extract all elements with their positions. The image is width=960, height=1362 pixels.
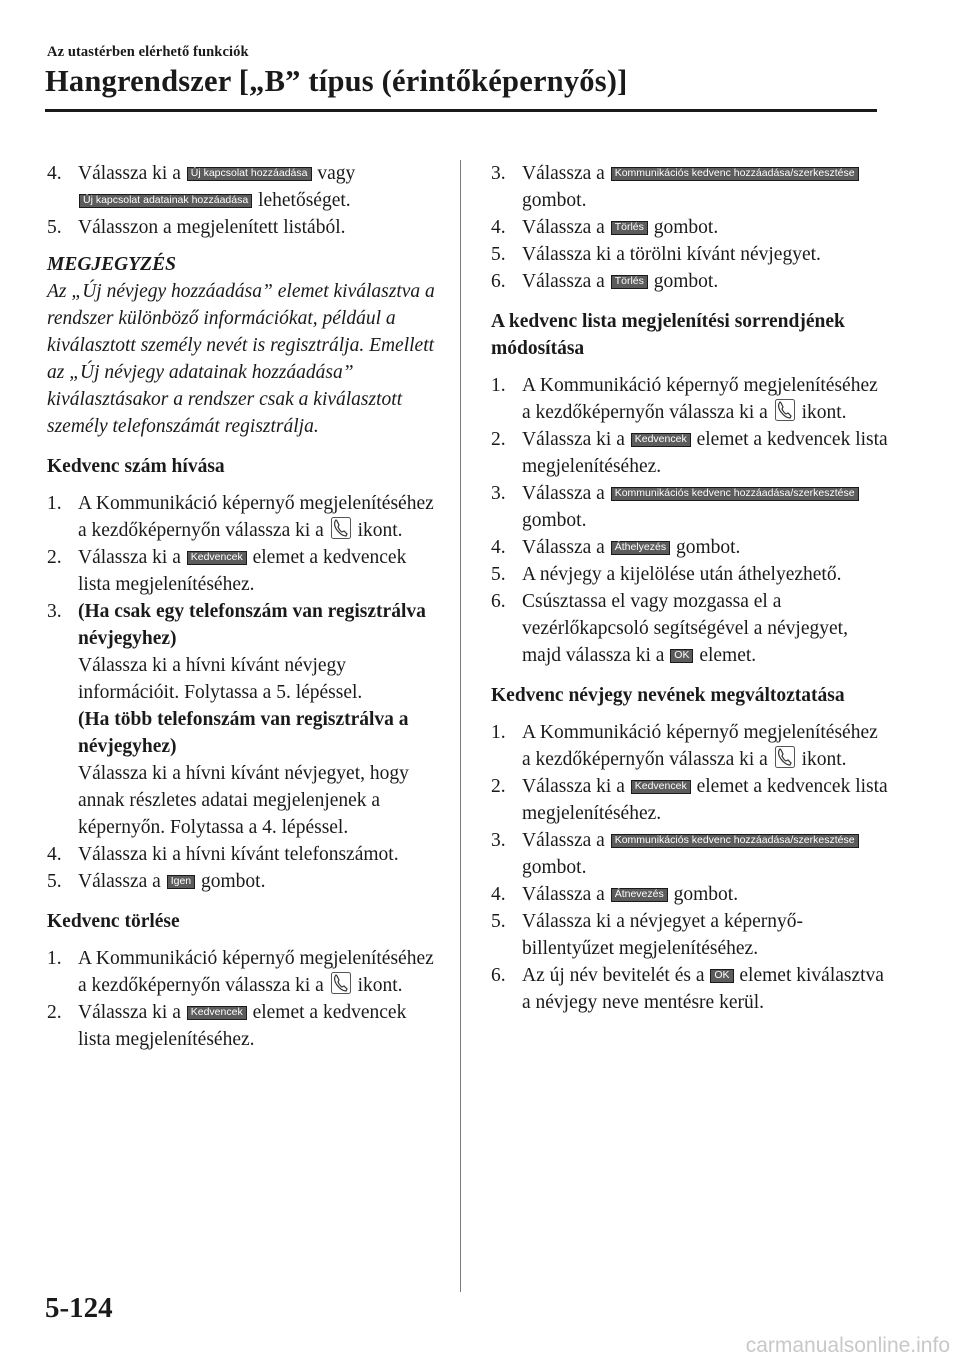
- rename-step-2: 2. Válassza ki a Kedvencek elemet a kedvencek lista megjelenítéséhez.: [491, 776, 888, 824]
- add-edit-favorite-button: Kommunikációs kedvenc hozzáadása/szerkesztése: [611, 167, 859, 181]
- heading-call-favorite: Kedvenc szám hívása: [47, 456, 225, 477]
- delete-step-4: 4. Válassza a Törlés gombot.: [491, 217, 719, 238]
- phone-handset-icon: [775, 746, 795, 768]
- step-5-select-from-list: 5. Válasszon a megjelenített listából.: [47, 217, 346, 238]
- note-text: Az „Új névjegy hozzáadása” elemet kiválasztva a rendszer különböző információkat, például a kiválasztott személy nevét is regisztrálja. Emellett az „Új névjegy adatainak hozzáadása” kiválasztásakor a rendszer csak a kiválasztott személy telefonszámát regisztrálja.: [47, 281, 435, 437]
- new-contact-data-button: Új kapcsolat adatainak hozzáadása: [79, 194, 252, 208]
- heading-change-order: A kedvenc lista megjelenítési sorrendjének módosítása: [491, 311, 845, 359]
- call-step-2: 2. Válassza ki a Kedvencek elemet a kedvencek lista megjelenítéséhez.: [47, 547, 407, 595]
- delete-button: Törlés: [611, 275, 648, 289]
- section-label: Az utastérben elérhető funkciók: [47, 44, 249, 60]
- favorites-button: Kedvencek: [631, 780, 691, 794]
- phone-handset-icon: [331, 517, 351, 539]
- call-step-4: 4. Válassza ki a hívni kívánt telefonszámot.: [47, 844, 399, 865]
- column-divider: [460, 160, 461, 1292]
- ok-button: OK: [670, 649, 693, 663]
- rename-step-1: 1. A Kommunikáció képernyő megjelenítéséhez a kezdőképernyőn válassza ki a ikont.: [491, 722, 878, 770]
- order-step-6: 6. Csúsztassa el vagy mozgassa el a vezérlőkapcsoló segítségével a névjegyet, majd válassza ki a OK elemet.: [491, 591, 848, 666]
- call-step-1: 1. A Kommunikáció képernyő megjelenítéséhez a kezdőképernyőn válassza ki a ikont.: [47, 493, 434, 541]
- step-4-select-new-contact: 4. Válassza ki a Új kapcsolat hozzáadása vagy Új kapcsolat adatainak hozzáadása lehetőséget.: [47, 163, 356, 211]
- left-column: [47, 160, 437, 1053]
- page-number: 5-124: [45, 1292, 113, 1324]
- rename-step-6: 6. Az új név bevitelét és a OK elemet kiválasztva a névjegy neve mentésre kerül.: [491, 965, 884, 1013]
- heading-delete-favorite: Kedvenc törlése: [47, 911, 180, 932]
- rename-step-3: 3. Válassza a Kommunikációs kedvenc hozzáadása/szerkesztése gombot.: [491, 827, 891, 881]
- delete-button: Törlés: [611, 221, 648, 235]
- favorites-button: Kedvencek: [187, 551, 247, 565]
- add-edit-favorite-button: Kommunikációs kedvenc hozzáadása/szerkesztése: [611, 834, 859, 848]
- new-contact-button: Új kapcsolat hozzáadása: [187, 167, 312, 181]
- delete-step-5: 5. Válassza ki a törölni kívánt névjegyet.: [491, 244, 821, 265]
- title-rule: [45, 109, 877, 112]
- order-step-4: 4. Válassza a Áthelyezés gombot.: [491, 537, 741, 558]
- move-button: Áthelyezés: [611, 541, 670, 555]
- rename-button: Átnevezés: [611, 888, 668, 902]
- heading-rename-favorite: Kedvenc névjegy nevének megváltoztatása: [491, 685, 845, 706]
- call-step-5: 5. Válassza a Igen gombot.: [47, 871, 266, 892]
- rename-step-5: 5. Válassza ki a névjegyet a képernyő-billentyűzet megjelenítéséhez.: [491, 911, 803, 959]
- order-step-5: 5. A névjegy a kijelölése után áthelyezhető.: [491, 564, 842, 585]
- note-label: MEGJEGYZÉS: [47, 254, 176, 275]
- delete-step-2: 2. Válassza ki a Kedvencek elemet a kedvencek lista megjelenítéséhez.: [47, 1002, 407, 1050]
- rename-step-4: 4. Válassza a Átnevezés gombot.: [491, 884, 739, 905]
- order-step-3: 3. Válassza a Kommunikációs kedvenc hozzáadása/szerkesztése gombot.: [491, 480, 891, 534]
- delete-step-3: 3. Válassza a Kommunikációs kedvenc hozzáadása/szerkesztése gombot.: [491, 160, 891, 214]
- favorites-button: Kedvencek: [187, 1006, 247, 1020]
- order-step-2: 2. Válassza ki a Kedvencek elemet a kedvencek lista megjelenítéséhez.: [491, 429, 888, 477]
- order-step-1: 1. A Kommunikáció képernyő megjelenítéséhez a kezdőképernyőn válassza ki a ikont.: [491, 375, 878, 423]
- favorites-button: Kedvencek: [631, 433, 691, 447]
- page-title: Hangrendszer [„B” típus (érintőképernyős)]: [45, 64, 628, 98]
- add-edit-favorite-button: Kommunikációs kedvenc hozzáadása/szerkesztése: [611, 487, 859, 501]
- phone-handset-icon: [331, 972, 351, 994]
- watermark: carmanualsonline.info: [745, 1334, 950, 1357]
- call-step-3: 3. (Ha csak egy telefonszám van regisztrálva névjegyhez) Válassza ki a hívni kívánt névjegy információit. Folytassa a 5. lépéssel. (Ha több telefonszám van regisztrálva a névjegyhez) Válassza ki a hívni kívánt névjegyet, hogy annak részletes adatai megjelenjenek a képernyőn. Folytassa a 4. lépéssel.: [47, 601, 426, 838]
- ok-button: OK: [710, 969, 733, 983]
- delete-step-6: 6. Válassza a Törlés gombot.: [491, 271, 719, 292]
- yes-button: Igen: [167, 875, 195, 889]
- delete-step-1: 1. A Kommunikáció képernyő megjelenítéséhez a kezdőképernyőn válassza ki a ikont.: [47, 948, 434, 996]
- right-column: [491, 160, 891, 1016]
- phone-handset-icon: [775, 399, 795, 421]
